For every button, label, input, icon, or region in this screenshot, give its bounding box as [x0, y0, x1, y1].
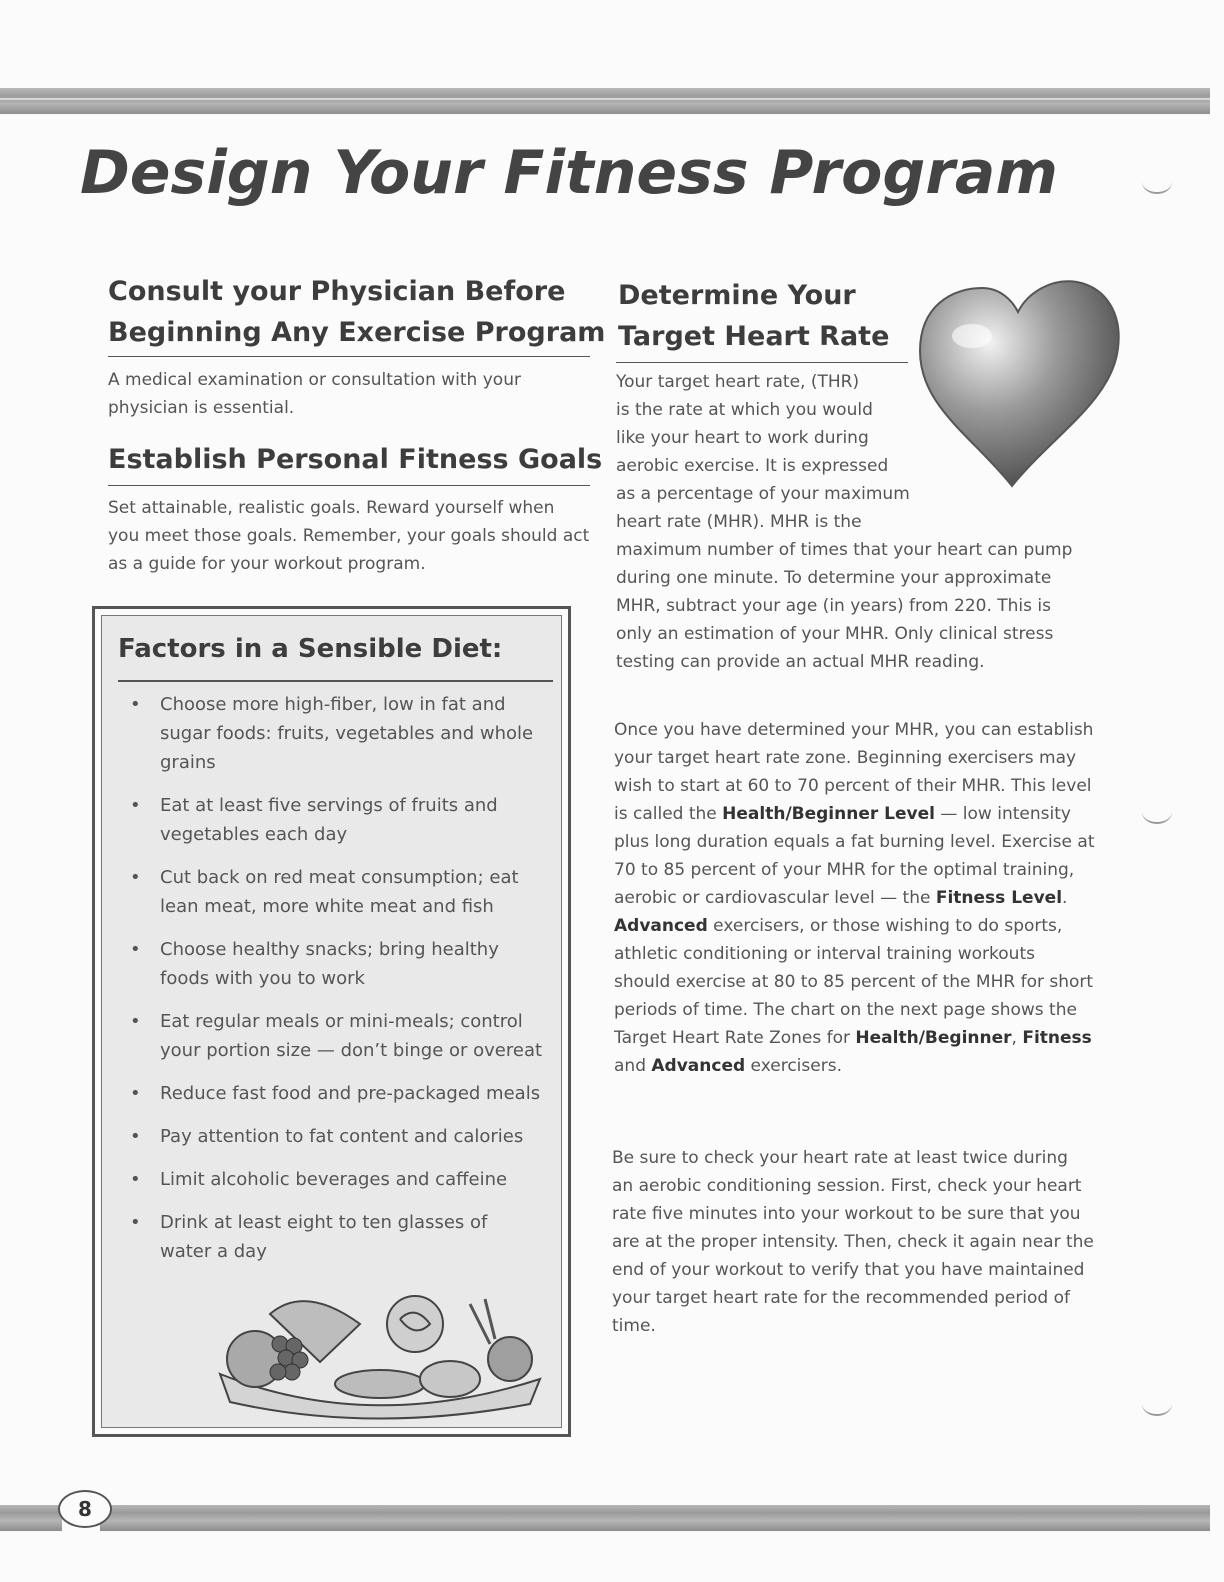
binder-hole-mark: [1142, 170, 1172, 194]
heart-rate-intro-line: heart rate (MHR). MHR is the: [616, 512, 862, 532]
diet-box-panel: [101, 615, 562, 1428]
goals-body: Set attainable, realistic goals. Reward yourself when you meet those goals. Remember, your goals should act as a guide for your workout program.: [108, 498, 590, 574]
zone-text: exercisers, or those wishing to do sports, athletic conditioning or interval training workouts should exercise at 80 to 85 percent of the MHR for short periods of time. The chart on the next page shows the Target Heart Rate Zones for: [614, 916, 1094, 1048]
top-rule: [0, 88, 1210, 114]
heart-rate-heading-line2: Target Heart Rate: [618, 321, 890, 352]
heart-rate-heading-line1: Determine Your: [618, 280, 856, 311]
heart-rate-intro-line: aerobic exercise. It is expressed: [616, 456, 889, 476]
diet-item: • Eat at least five servings of fruits and vegetables each day: [124, 791, 544, 849]
diet-item: • Eat regular meals or mini-meals; control your portion size — don’t binge or overeat: [124, 1007, 544, 1065]
diet-title-rule: [118, 680, 553, 682]
zone-advanced: Advanced: [614, 916, 708, 936]
diet-item: • Choose healthy snacks; bring healthy foods with you to work: [124, 935, 544, 993]
bottom-rule-left: [0, 1505, 62, 1531]
zone-text: and: [614, 1056, 652, 1076]
heart-rate-intro-line: as a percentage of your maximum: [616, 484, 910, 504]
heart-rate-intro-line: like your heart to work during: [616, 428, 869, 448]
zone-text: Once you have determined your MHR, you can establish your target heart rate zone. Beginning exercisers may wish to start at 60 to 70 percent of their MHR. This level is called the: [614, 720, 1094, 824]
diet-item: • Limit alcoholic beverages and caffeine: [124, 1165, 544, 1194]
consult-heading-line2: Beginning Any Exercise Program: [108, 317, 606, 348]
heart-rate-intro: [616, 368, 936, 536]
check-heart-rate-paragraph: Be sure to check your heart rate at least twice during an aerobic conditioning session. First, check your heart rate five minutes into your workout to be sure that you are at the proper intensity. Then, check it again near the end of your workout to verify that you have maintained your target heart rate for the recommended period of time.: [612, 1148, 1094, 1336]
diet-item: • Pay attention to fat content and calories: [124, 1122, 544, 1151]
zone-health-beginner: Health/Beginner: [855, 1028, 1012, 1048]
diet-item: • Reduce fast food and pre-packaged meals: [124, 1079, 544, 1108]
goals-underline: [108, 485, 590, 486]
heart-rate-underline: [616, 362, 908, 363]
zone-health-beginner-level: Health/Beginner Level: [722, 804, 935, 824]
page-number: 8: [58, 1490, 112, 1528]
binder-hole-mark: [1142, 800, 1172, 824]
heart-rate-intro-cont: maximum number of times that your heart can pump during one minute. To determine your approximate MHR, subtract your age (in years) from 220. This is only an estimation of your MHR. Only clinical stress testing can provide an actual MHR reading.: [616, 540, 1073, 672]
goals-heading: Establish Personal Fitness Goals: [108, 444, 603, 475]
heart-rate-intro-line: is the rate at which you would: [616, 400, 873, 420]
binder-hole-mark: [1142, 1392, 1172, 1416]
zone-advanced-2: Advanced: [651, 1056, 746, 1076]
zone-text: — low intensity plus long duration equals a fat burning level. Exercise at 70 to 85 percent of your MHR for the optimal training, aerobic or cardiovascular level — the: [614, 804, 1095, 908]
diet-item: • Cut back on red meat consumption; eat lean meat, more white meat and fish: [124, 863, 544, 921]
consult-body: A medical examination or consultation with your physician is essential.: [108, 370, 521, 418]
zone-text: .: [1062, 888, 1068, 908]
zone-text: exercisers.: [745, 1056, 842, 1076]
consult-underline: [108, 356, 590, 357]
consult-heading-line1: Consult your Physician Before: [108, 276, 566, 307]
diet-item: • Drink at least eight to ten glasses of water a day: [124, 1208, 544, 1266]
heart-rate-zone-paragraph: [614, 716, 1096, 1080]
page-title: Design Your Fitness Program: [80, 138, 1058, 208]
diet-title: Factors in a Sensible Diet:: [118, 634, 503, 664]
heart-rate-intro-line: Your target heart rate, (THR): [616, 372, 860, 392]
zone-fitness-level: Fitness Level: [935, 888, 1063, 908]
diet-item: • Choose more high-fiber, low in fat and sugar foods: fruits, vegetables and whole grains: [124, 690, 544, 777]
bottom-rule: [100, 1505, 1210, 1531]
fruit-vegetable-illustration: [210, 1284, 550, 1422]
heart-icon: [912, 276, 1126, 492]
zone-fitness: Fitness: [1022, 1028, 1092, 1048]
zone-text: ,: [1011, 1028, 1023, 1048]
diet-box: [92, 606, 571, 1437]
diet-list: [124, 690, 544, 1280]
